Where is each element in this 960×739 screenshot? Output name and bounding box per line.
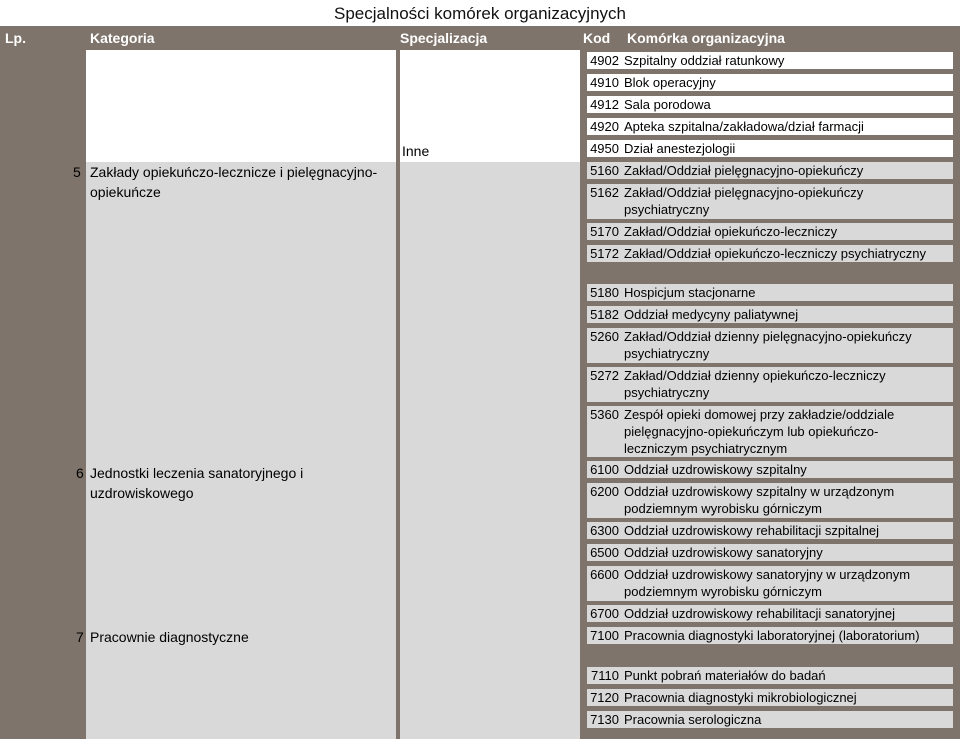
group-lp: 7 [76, 629, 84, 645]
unit-name: Oddział uzdrowiskowy sanatoryjny [624, 545, 823, 560]
unit-name: leczniczym psychiatrycznym [624, 441, 788, 456]
unit-name: Zakład/Oddział pielęgnacyjno-opiekuńczy [624, 185, 864, 200]
table-row [587, 52, 953, 69]
specjalizacja-block-bottom [400, 162, 580, 739]
unit-code: 4920 [590, 119, 619, 134]
unit-code: 6600 [590, 567, 619, 582]
unit-name: Zakład/Oddział opiekuńczo-leczniczy [624, 224, 838, 239]
table-row [587, 711, 953, 728]
unit-code: 5272 [590, 368, 619, 383]
group-kategoria-line: opiekuńcze [90, 184, 161, 200]
unit-code: 4902 [590, 53, 619, 68]
unit-name: Punkt pobrań materiałów do badań [624, 668, 826, 683]
table-row [587, 74, 953, 91]
unit-code: 6100 [590, 462, 619, 477]
table-row [587, 461, 953, 478]
unit-code: 6300 [590, 523, 619, 538]
group-kategoria-line: Jednostki leczenia sanatoryjnego i [90, 465, 304, 481]
unit-code: 6700 [590, 606, 619, 621]
unit-code: 5180 [590, 285, 619, 300]
table-row [587, 328, 953, 363]
table-row [587, 522, 953, 539]
table-row [587, 140, 953, 157]
unit-name: Hospicjum stacjonarne [624, 285, 756, 300]
unit-name: Apteka szpitalna/zakładowa/dział farmacji [624, 119, 864, 134]
table-row [587, 406, 953, 457]
unit-name: Oddział uzdrowiskowy sanatoryjny w urządzonym [624, 567, 911, 582]
header-kategoria: Kategoria [90, 30, 155, 46]
table-row [587, 223, 953, 240]
header-specjalizacja: Specjalizacja [400, 30, 488, 46]
header-lp: Lp. [5, 30, 26, 46]
table-row [587, 544, 953, 561]
unit-name: psychiatryczny [624, 346, 710, 361]
unit-name: Pracownia serologiczna [624, 712, 762, 727]
page-title: Specjalności komórek organizacyjnych [334, 4, 626, 23]
table-row [587, 627, 953, 644]
kategoria-block-bottom [86, 162, 396, 739]
unit-name: Dział anestezjologii [624, 141, 736, 156]
table-row [587, 96, 953, 113]
unit-name: Blok operacyjny [624, 75, 716, 90]
unit-name: Zakład/Oddział dzienny opiekuńczo-leczniczy [624, 368, 886, 383]
unit-code: 5172 [590, 246, 619, 261]
unit-code: 4950 [590, 141, 619, 156]
unit-code: 7100 [590, 628, 619, 643]
unit-name: Zakład/Oddział pielęgnacyjno-opiekuńczy [624, 163, 864, 178]
unit-name: Zespół opieki domowej przy zakładzie/oddziale [624, 407, 895, 422]
table-row [587, 162, 953, 179]
unit-code: 5160 [590, 163, 619, 178]
unit-code: 6500 [590, 545, 619, 560]
table-row [587, 118, 953, 135]
unit-name: Zakład/Oddział dzienny pielęgnacyjno-opiekuńczy [624, 329, 912, 344]
unit-code: 7120 [590, 690, 619, 705]
unit-name: Oddział uzdrowiskowy rehabilitacji sanatoryjnej [624, 606, 895, 621]
unit-code: 7110 [591, 668, 619, 683]
unit-name: Oddział uzdrowiskowy rehabilitacji szpitalnej [624, 523, 880, 538]
group-kategoria-line: Pracownie diagnostyczne [90, 629, 249, 645]
specjalizacja-value: Inne [402, 143, 430, 159]
unit-name: Pracownia diagnostyki mikrobiologicznej [624, 690, 857, 705]
lp-column-frame [0, 50, 86, 739]
table-row [587, 566, 953, 601]
table-row [587, 605, 953, 622]
group-kategoria-line: Zakłady opiekuńczo-lecznicze i pielęgnacyjno- [90, 164, 378, 180]
unit-code: 5360 [590, 407, 619, 422]
group-lp: 6 [76, 465, 84, 481]
table-row [587, 367, 953, 402]
unit-code: 6200 [590, 484, 619, 499]
unit-name: psychiatryczny [624, 385, 710, 400]
table-row [587, 245, 953, 262]
unit-name: pielęgnacyjno-opiekuńczym lub opiekuńczo- [624, 424, 879, 439]
unit-code: 4910 [590, 75, 619, 90]
table-row [587, 306, 953, 323]
unit-name: Oddział uzdrowiskowy szpitalny [624, 462, 807, 477]
kategoria-block-top [86, 50, 396, 162]
unit-code: 4912 [590, 97, 619, 112]
unit-name: Szpitalny oddział ratunkowy [624, 53, 785, 68]
header-komorka: Komórka organizacyjna [627, 30, 785, 46]
unit-name: Zakład/Oddział opiekuńczo-leczniczy psychiatryczny [624, 246, 927, 261]
unit-name: podziemnym wyrobisku górniczym [624, 584, 822, 599]
group-kategoria-line: uzdrowiskowego [90, 485, 194, 501]
unit-code: 7130 [590, 712, 619, 727]
header-kod: Kod [583, 30, 611, 46]
group-lp: 5 [73, 164, 81, 180]
table-row [587, 483, 953, 518]
table-row [587, 284, 953, 301]
unit-name: Oddział medycyny paliatywnej [624, 307, 799, 322]
table-row [587, 667, 953, 684]
unit-name: psychiatryczny [624, 202, 710, 217]
unit-code: 5170 [590, 224, 619, 239]
unit-name: podziemnym wyrobisku górniczym [624, 501, 822, 516]
unit-name: Oddział uzdrowiskowy szpitalny w urządzonym [624, 484, 895, 499]
unit-name: Sala porodowa [624, 97, 711, 112]
table-row [587, 689, 953, 706]
unit-name: Pracownia diagnostyki laboratoryjnej (laboratorium) [624, 628, 920, 643]
unit-code: 5182 [590, 307, 619, 322]
table-row [587, 184, 953, 219]
unit-code: 5260 [590, 329, 619, 344]
unit-code: 5162 [590, 185, 619, 200]
